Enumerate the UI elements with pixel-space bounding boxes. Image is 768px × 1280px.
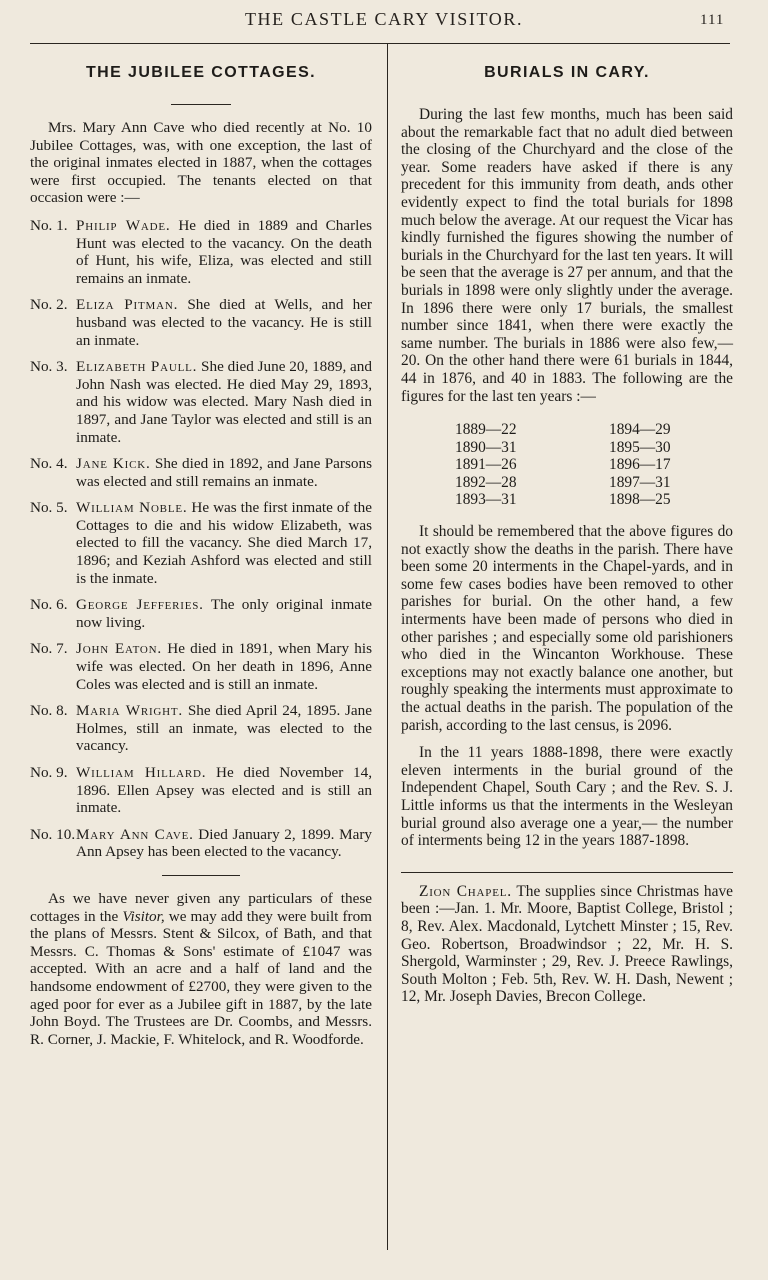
left-column xyxy=(30,44,372,1048)
visitor-title: Visitor, xyxy=(122,907,165,925)
figure-entry: 1889—22 xyxy=(455,421,517,439)
figures-column-right xyxy=(609,421,719,509)
entry-number: No. 2. xyxy=(30,296,68,314)
figure-entry: 1893—31 xyxy=(455,491,517,509)
tenant-name: Philip Wade. xyxy=(76,216,171,234)
page-header xyxy=(0,0,768,46)
tenant-entry xyxy=(30,640,372,693)
burials-para-1: During the last few months, much has been said about the remarkable fact that no adult died between the closing of the Churchyard and the close of the year. Some readers have asked if there is any precedent for this immunity from death, ands other evidently expect to find the total burials for 1898 much below the average. At our request the Vicar has kindly furnished the figures showing the number of burials in the Churchyard for the last ten years. It will be seen that the average is 27 per annum, and that the burials in 1898 were only slightly under the average. In 1896 there were only 17 burials, the smallest number since 1841, when there were exactly the same number. The burials in 1886 were also few,— 20. On the other hand there were 61 burials in 1844, 44 in 1876, and 40 in 1883. The following are the figures for the last ten years :— xyxy=(401,106,733,405)
entry-text: Died January 2, 1899. Mary Ann Apsey has been elected to the vacancy. xyxy=(76,825,372,861)
zion-chapel-name: Zion Chapel. xyxy=(419,882,512,900)
section-rule xyxy=(401,872,733,873)
entry-number: No. 7. xyxy=(30,640,68,658)
tenant-name: Jane Kick. xyxy=(76,455,151,473)
entry-number: No. 8. xyxy=(30,702,68,720)
entry-text: He died in 1891, when Mary his wife was elected. On her death in 1896, Anne Coles was elected and is still an inmate. xyxy=(76,640,373,693)
jubilee-intro: Mrs. Mary Ann Cave who died recently at No. 10 Jubilee Cottages, was, with one exception, the last of the original inmates elected in 1887, when the cottages were first occupied. The tenants elected on that occasion were :— xyxy=(30,119,372,207)
figure-entry: 1890—31 xyxy=(455,438,517,456)
tenant-entry xyxy=(30,217,372,287)
tenant-entry xyxy=(30,764,372,817)
right-column xyxy=(401,44,733,1006)
tenant-name: William Noble. xyxy=(76,499,188,517)
tenant-entry xyxy=(30,826,372,861)
tenant-name: Eliza Pitman. xyxy=(76,296,179,314)
tenant-name: Elizabeth Paull. xyxy=(76,358,198,376)
burials-para-2: It should be remembered that the above figures do not exactly show the deaths in the parish. There have been some 20 interments in the Chapel-yards, and in some few cases bodies have been removed to other parishes for burial. On the other hand, a few interments have been made of persons who died in other parishes ; and especially some old parishioners who died in the Wincanton Workhouse. These exceptions may not exactly balance one another, but roughly speaking the interments must approximate to the actual deaths in the parish. The population of the parish, according to the last census, is 2096. xyxy=(401,523,733,734)
entry-text: He died November 14, 1896. Ellen Apsey was elected and is still an inmate. xyxy=(76,764,372,817)
entry-text: She died April 24, 1895. Jane Holmes, still an inmate, was elected to the vacancy. xyxy=(76,702,372,755)
tenant-entry xyxy=(30,296,372,349)
article-heading-burials: BURIALS IN CARY. xyxy=(484,64,650,81)
burials-para-3: In the 11 years 1888-1898, there were exactly eleven interments in the burial ground of the Independent Chapel, South Cary ; and the Rev. S. J. Little informs us that the interments in the Wesleyan burial ground also average one a year,— the number of interments being 12 in the years 1887-1898. xyxy=(401,744,733,850)
figure-entry: 1892—28 xyxy=(455,473,517,491)
tenant-entry xyxy=(30,702,372,755)
jubilee-closing: As we have never given any particulars of these cottages in the Visitor, we may add they were built from the plans of Messrs. Stent & Silcox, of Bath, and that Messrs. C. Thomas & Sons' estimate of £1047 was accepted. With an acre and a half of land and the handsome endowment of £2700, they were given to the aged poor for ever as a Jubilee gift in 1887, by the late John Boyd. The Trustees are Dr. Coombs, and Messrs. R. Corner, J. Mackie, F. Whitelock, and R. Woodforde. xyxy=(30,889,372,1048)
figure-entry: 1891—26 xyxy=(455,456,517,474)
entry-text: He died in 1889 and Charles Hunt was elected to the vacancy. On the death of Hunt, his wife, Eliza, was elected and still remains an inmate. xyxy=(76,216,372,287)
zion-chapel-notice: Zion Chapel. The supplies since Christmas have been :—Jan. 1. Mr. Moore, Baptist College, Bristol ; 8, Rev. Alex. Macdonald, Lytchett Minster ; 15, Rev. Geo. Robertson, Broadwindsor ; 22, Mr. H. S. Shergold, Warminster ; 29, Rev. J. Preece Rawlings, South Molton ; Feb. 5th, Rev. W. H. Dash, Newent ; 12, Mr. Joseph Davies, Brecon College. xyxy=(401,882,733,1006)
heading-rule xyxy=(171,104,231,105)
entry-number: No. 6. xyxy=(30,596,68,614)
figure-entry: 1895—30 xyxy=(609,438,671,456)
figure-entry: 1897—31 xyxy=(609,473,671,491)
entry-text: She died at Wells, and her husband was elected to the vacancy. He is still an inmate. xyxy=(76,296,372,349)
entry-text: She died in 1892, and Jane Parsons was elected and still remains an inmate. xyxy=(76,455,372,490)
entry-number: No. 5. xyxy=(30,499,68,517)
entry-number: No. 3. xyxy=(30,358,68,376)
tenant-entry xyxy=(30,499,372,587)
tenant-entry xyxy=(30,455,372,490)
entry-text: The only original inmate now living. xyxy=(76,596,372,631)
article-heading-jubilee: THE JUBILEE COTTAGES. xyxy=(85,64,316,81)
tenant-name: Maria Wright. xyxy=(76,702,184,720)
page-number: 111 xyxy=(700,12,725,28)
tenant-name: John Eaton. xyxy=(76,640,162,658)
entry-text: He was the first inmate of the Cottages to die and his widow Elizabeth, was elected to fill the vacancy. She died March 17, 1896; and Keziah Ashford was elected and still is the inmate. xyxy=(76,499,372,587)
tenant-name: William Hillard. xyxy=(76,764,207,781)
entry-number: No. 1. xyxy=(30,216,68,234)
entry-text: She died June 20, 1889, and John Nash was elected. He died May 29, 1893, and his widow was elected. Mary Nash died in 1897, and Jane Taylor was elected and still is an inmate. xyxy=(76,358,372,446)
figure-entry: 1898—25 xyxy=(609,491,671,509)
entry-number: No. 4. xyxy=(30,455,68,473)
figure-entry: 1894—29 xyxy=(609,421,671,439)
running-title: THE CASTLE CARY VISITOR. xyxy=(244,9,524,29)
section-rule xyxy=(162,875,240,876)
tenant-name: Mary Ann Cave. xyxy=(76,825,194,843)
entry-number: No. 9. xyxy=(30,764,68,781)
tenant-name: George Jefferies. xyxy=(76,596,204,614)
entry-number: No. 10. xyxy=(30,825,76,843)
column-divider xyxy=(387,44,388,1250)
burial-figures-table xyxy=(401,421,733,509)
tenant-entry xyxy=(30,596,372,631)
figure-entry: 1896—17 xyxy=(609,456,671,474)
figures-column-left xyxy=(455,421,565,509)
tenant-entry xyxy=(30,358,372,446)
